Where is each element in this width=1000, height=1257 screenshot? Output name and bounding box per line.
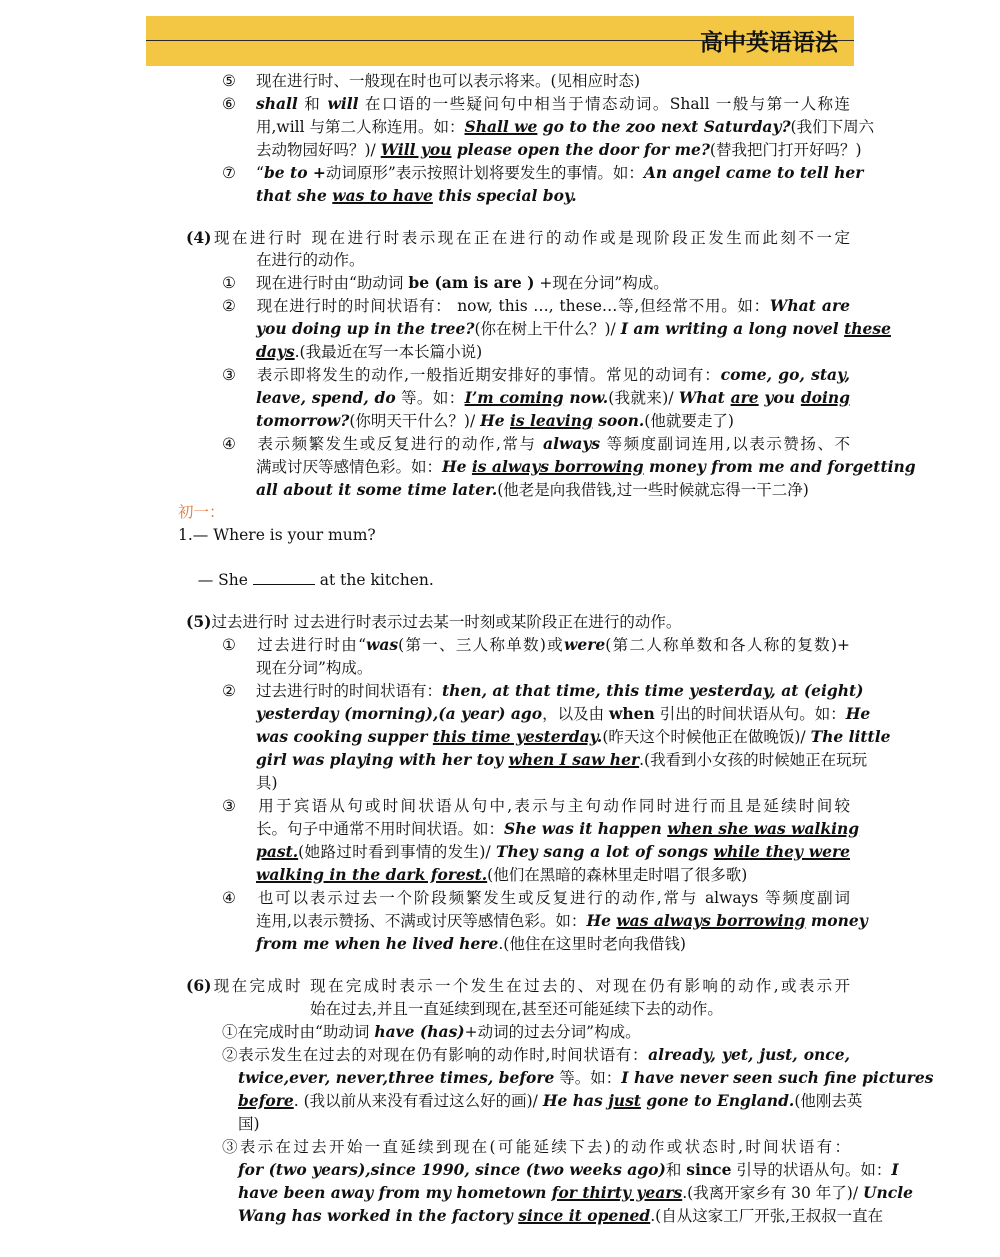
list-item: ② 现在进行时的时间状语有： now, this …, these…等,但经常不用。如：What are xyxy=(222,296,850,315)
text-line: girl was playing with her toy when I saw her.(我看到小女孩的时候她正在玩玩 xyxy=(256,750,868,769)
list-item: ③ 表示即将发生的动作,一般指近期安排好的事情。常见的动词有：come, go, stay, xyxy=(222,365,850,384)
text-line: 满或讨厌等感情色彩。如：He is always borrowing money from me and forgetting xyxy=(256,457,916,476)
text-line: yesterday (morning),(a year) ago，以及由 when 引出的时间状语从句。如：He xyxy=(256,704,871,723)
text-line: all about it some time later.(他老是向我借钱,过一些时候就忘得一干二净) xyxy=(256,480,809,499)
text-line: 连用,以表示赞扬、不满或讨厌等感情色彩。如：He was always borrowing money xyxy=(256,911,868,930)
text-line: was cooking supper this time yesterday.(昨天这个时候他正在做晚饭)/ The little xyxy=(256,727,891,746)
text-line: from me when he lived here.(他住在这里时老向我借钱) xyxy=(256,934,686,953)
list-item: ⑤ 现在进行时、一般现在时也可以表示将来。(见相应时态) xyxy=(222,72,641,90)
list-item: ④ 表示频繁发生或反复进行的动作,常与 always 等频度副词连用,以表示赞扬、不 xyxy=(222,434,851,453)
text-line: 长。句子中通常不用时间状语。如：She was it happen when she was walking xyxy=(256,819,860,838)
text-line: before. (我以前从来没有看过这么好的画)/ He has just gone to England.(他刚去英 xyxy=(238,1091,863,1110)
list-item: ③表示在过去开始一直延续到现在(可能延续下去)的动作或状态时,时间状语有： xyxy=(222,1138,850,1156)
exercise-answer: — She at the kitchen. xyxy=(187,571,434,589)
text-line: have been away from my hometown for thirty years.(我离开家乡有 30 年了)/ Uncle xyxy=(238,1183,913,1202)
text-line: 现在分词”构成。 xyxy=(256,659,373,677)
text-line: for (two years),since 1990, since (two weeks ago)和 since 引导的状语从句。如：I xyxy=(238,1160,899,1179)
list-item: ⑦ “be to +动词原形”表示按照计划将要发生的事情。如：An angel came to tell her xyxy=(222,163,864,182)
text-line: 国) xyxy=(238,1115,260,1133)
text-line: tomorrow?(你明天干什么？)/ He is leaving soon.(他就要走了) xyxy=(256,411,734,430)
section-heading: (4)现在进行时 现在进行时表示现在正在进行的动作或是现阶段正发生而此刻不一定 xyxy=(186,228,850,247)
text-line: 去动物园好吗？)/ Will you please open the door for me?(替我把门打开好吗？) xyxy=(256,140,862,159)
list-item: ④ 也可以表示过去一个阶段频繁发生或反复进行的动作,常与 always 等频度副词 xyxy=(222,889,850,907)
text-line: you doing up in the tree?(你在树上干什么？)/ I am writing a long novel these xyxy=(256,319,891,338)
text-line: twice,ever, never,three times, before 等。如：I have never seen such fine pictures xyxy=(238,1068,934,1087)
text-line: past.(她路过时看到事情的发生)/ They sang a lot of songs while they were xyxy=(256,842,850,861)
list-item: ① 现在进行时由“助动词 be (am is are ) +现在分词”构成。 xyxy=(222,273,669,292)
text-line: walking in the dark forest.(他们在黑暗的森林里走时唱了很多歌) xyxy=(256,865,748,884)
answer-blank[interactable] xyxy=(253,570,315,585)
text-line: Wang has worked in the factory since it opened.(自从这家工厂开张,王叔叔一直在 xyxy=(238,1206,884,1225)
text-line: leave, spend, do 等。如：I’m coming now.(我就来)/ What are you doing xyxy=(256,388,850,407)
text-line: 始在过去,并且一直延续到现在,甚至还可能延续下去的动作。 xyxy=(310,1000,723,1018)
list-item: ① 过去进行时由“was(第一、三人称单数)或were(第二人称单数和各人称的复数)+ xyxy=(222,635,850,654)
section-heading: (5)过去进行时 过去进行时表示过去某一时刻或某阶段正在进行的动作。 xyxy=(186,612,682,631)
text-line: 在进行的动作。 xyxy=(256,251,365,269)
list-item: ①在完成时由“助动词 have (has)+动词的过去分词”构成。 xyxy=(222,1022,641,1041)
text-line: that she was to have this special boy. xyxy=(256,186,577,205)
section-heading: (6)现在完成时 现在完成时表示一个发生在过去的、对现在仍有影响的动作,或表示开 xyxy=(186,976,850,995)
list-item: ③ 用于宾语从句或时间状语从句中,表示与主句动作同时进行而且是延续时间较 xyxy=(222,797,850,815)
text-line: days.(我最近在写一本长篇小说) xyxy=(256,342,483,361)
page-title: 高中英语语法 xyxy=(700,30,838,56)
list-item: ② 过去进行时的时间状语有：then, at that time, this time yesterday, at (eight) xyxy=(222,681,864,700)
list-item: ⑥ shall 和 will 在口语的一些疑问句中相当于情态动词。Shall 一般与第一人称连 xyxy=(222,94,850,113)
list-item: ②表示发生在过去的对现在仍有影响的动作时,时间状语有：already, yet, just, once, xyxy=(222,1045,850,1064)
text-line: 具) xyxy=(256,774,278,792)
exercise-question: 1.— Where is your mum? xyxy=(178,526,376,544)
text-line: 用,will 与第二人称连用。如：Shall we go to the zoo next Saturday?(我们下周六 xyxy=(256,117,875,136)
exercise-label: 初一： xyxy=(178,503,225,521)
